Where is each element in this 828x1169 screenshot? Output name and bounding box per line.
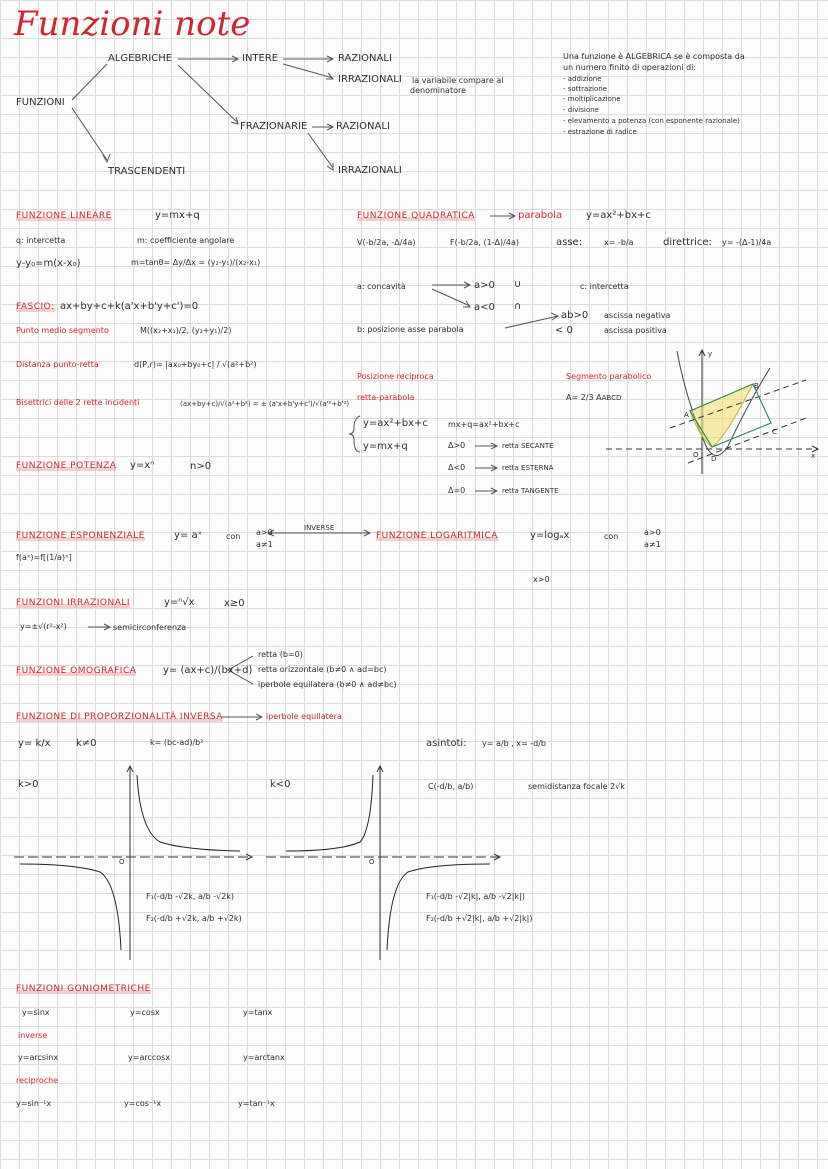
omografica-heading: FUNZIONE OMOGRAFICA xyxy=(16,666,137,676)
algebrica-op: - addizione xyxy=(563,75,602,83)
proporzionalita-heading: FUNZIONE DI PROPORZIONALITÀ INVERSA xyxy=(16,712,223,722)
segmento-label-d: D xyxy=(711,455,717,463)
potenza-eq: y=xⁿ xyxy=(130,460,155,471)
tree-frazionarie: FRAZIONARIE xyxy=(240,121,308,132)
omografica-eq: y= (ax+c)/(bx+d) xyxy=(163,665,253,676)
delta-zero: Δ=0 xyxy=(448,486,466,495)
delta-neg: Δ<0 xyxy=(448,463,466,472)
proporzionalita-result: iperbole equilatera xyxy=(266,712,342,721)
algebrica-op: - sottrazione xyxy=(563,85,607,93)
delta-pos-text: retta SECANTE xyxy=(502,442,554,450)
fascio-eq: ax+by+c+k(a'x+b'y+c')=0 xyxy=(60,301,199,312)
segmento-formula: A= 2/3 AABCD xyxy=(566,393,622,402)
inverse-label: INVERSE xyxy=(304,524,335,532)
segmento-label-b: B xyxy=(754,382,759,390)
gonio-reciproche: y=sin⁻¹x xyxy=(16,1099,52,1108)
quadratica-heading: FUNZIONE QUADRATICA xyxy=(357,211,475,221)
proporzionalita-eq: y= k/x xyxy=(18,738,51,749)
esponenziale-eq: y= aˣ xyxy=(174,530,203,541)
page-title: Funzioni note xyxy=(14,4,251,44)
potenza-heading: FUNZIONE POTENZA xyxy=(16,461,117,471)
tree-razionali-2: RAZIONALI xyxy=(336,121,390,132)
system-eq-1: y=ax²+bx+c xyxy=(363,418,428,429)
gonio-base: y=tanx xyxy=(243,1008,273,1017)
posizione-sub: retta-parabola xyxy=(357,393,415,402)
segmento-label-a: A xyxy=(684,411,689,419)
quadratica-vertex: V(-b/2a, -Δ/4a) xyxy=(357,238,416,247)
centro-eq: C(-d/b, a/b) xyxy=(428,782,474,791)
asintoti-label: asintoti: xyxy=(426,738,467,749)
quadratica-parabola: parabola xyxy=(518,210,563,221)
gonio-inverse: y=arccosx xyxy=(128,1053,171,1062)
quadratica-asse-eq: x= -b/a xyxy=(604,238,634,247)
quadratica-focus: F(-b/2a, (1-Δ)/4a) xyxy=(450,238,519,247)
algebrica-op: - divisione xyxy=(563,106,599,114)
distanza-label: Distanza punto-retta xyxy=(16,360,99,369)
segmento-label-x: x xyxy=(811,452,816,460)
delta-pos: Δ>0 xyxy=(448,441,466,450)
punto-medio-label: Punto medio segmento xyxy=(16,326,109,335)
gonio-base: y=cosx xyxy=(130,1008,160,1017)
system-eq-2: y=mx+q xyxy=(363,441,408,452)
quadratica-direttrice-eq: y= -(Δ-1)/4a xyxy=(722,238,772,247)
semicirconferenza-text: semicirconferenza xyxy=(113,623,187,632)
irrazionali-cond: x≥0 xyxy=(224,598,245,609)
omografica-case2: retta orizzontale (b≠0 ∧ ad=bc) xyxy=(258,665,387,674)
quadratica-direttrice-label: direttrice: xyxy=(663,237,712,248)
cap-symbol: ∩ xyxy=(514,301,522,312)
tree-algebriche: ALGEBRICHE xyxy=(108,53,173,64)
focus-1-pos: F₁(-d/b -√2k, a/b -√2k) xyxy=(146,892,235,901)
logaritmica-heading: FUNZIONE LOGARITMICA xyxy=(376,531,498,541)
fascio-label: FASCIO: xyxy=(16,302,55,312)
origin-label-neg: O xyxy=(369,858,375,866)
irrazionali-heading: FUNZIONI IRRAZIONALI xyxy=(16,598,131,608)
algebrica-def-line1: Una funzione è ALGEBRICA se è composta da xyxy=(563,52,745,61)
proporzionalita-k-formula: k= (bc-ad)/b² xyxy=(150,738,204,747)
cup-symbol: ∪ xyxy=(514,279,522,290)
irrazionali-eq: y=ⁿ√x xyxy=(164,597,195,608)
origin-label-pos: O xyxy=(119,858,125,866)
asintoti-eq: y= a/b , x= -d/b xyxy=(482,739,547,748)
esponenziale-heading: FUNZIONE ESPONENZIALE xyxy=(16,531,145,541)
ab-pos: ab>0 xyxy=(561,310,589,321)
lineare-point-slope: y-y₀=m(x-x₀) xyxy=(16,258,81,269)
segmento-label-y: y xyxy=(708,350,713,358)
logaritmica-domain: x>0 xyxy=(533,575,550,584)
b-label: b: posizione asse parabola xyxy=(357,325,464,334)
semidistanza-text: semidistanza focale 2√k xyxy=(528,782,625,791)
lineare-m-label: m: coefficiente angolare xyxy=(137,236,235,245)
bisettrici-label: Bisettrici delle 2 rette incidenti xyxy=(16,398,140,407)
logaritmica-con: con xyxy=(604,532,619,541)
segmento-label-c: C xyxy=(772,428,777,436)
ab-neg-text: ascissa positiva xyxy=(604,326,667,335)
quadratica-asse-label: asse: xyxy=(556,237,583,248)
esponenziale-con: con xyxy=(226,532,241,541)
logaritmica-eq: y=logₐx xyxy=(530,530,570,541)
algebrica-op: - moltiplicazione xyxy=(563,95,621,103)
goniometriche-heading: FUNZIONI GONIOMETRICHE xyxy=(16,984,151,994)
a-neg: a<0 xyxy=(474,302,495,313)
esponenziale-note: f(aˣ)=f[(1/a)ˣ] xyxy=(16,553,72,562)
tree-razionali-1: RAZIONALI xyxy=(338,53,392,64)
ab-neg: < 0 xyxy=(555,325,573,336)
logaritmica-cond1: a>0 xyxy=(644,528,661,537)
tree-irrazionali-1: IRRAZIONALI xyxy=(338,74,402,85)
tree-intere: INTERE xyxy=(242,53,279,64)
omografica-case3: iperbole equilatera (b≠0 ∧ ad≠bc) xyxy=(258,680,397,689)
lineare-heading: FUNZIONE LINEARE xyxy=(16,211,112,221)
lineare-q-label: q: intercetta xyxy=(16,236,66,245)
gonio-reciproche-label: reciproche xyxy=(16,1076,59,1085)
tree-irrazionali-2: IRRAZIONALI xyxy=(338,165,402,176)
delta-neg-text: retta ESTERNA xyxy=(502,464,554,472)
tree-trascendenti: TRASCENDENTI xyxy=(108,166,186,177)
concavita-label: a: concavità xyxy=(357,282,406,291)
lineare-eq: y=mx+q xyxy=(155,210,200,221)
focus-2-neg: F₂(-d/b +√2|k|, a/b +√2|k|) xyxy=(426,914,533,923)
posizione-combo: mx+q=ax²+bx+c xyxy=(448,420,520,429)
proporzionalita-cond: k≠0 xyxy=(76,738,97,749)
quadratica-eq: y=ax²+bx+c xyxy=(586,210,651,221)
focus-2-pos: F₂(-d/b +√2k, a/b +√2k) xyxy=(146,914,242,923)
lineare-m-formula: m=tanθ= Δy/Δx = (y₂-y₁)/(x₂-x₁) xyxy=(131,258,261,267)
tree-root: FUNZIONI xyxy=(16,97,65,108)
delta-zero-text: retta TANGENTE xyxy=(502,487,559,495)
k-neg-label: k<0 xyxy=(270,779,291,790)
gonio-base: y=sinx xyxy=(22,1008,50,1017)
punto-medio-eq: M((x₂+x₁)/2, (y₂+y₁)/2) xyxy=(140,326,232,335)
k-pos-label: k>0 xyxy=(18,779,39,790)
tree-note-1: la variabile compare al xyxy=(412,76,504,85)
gonio-inverse: y=arcsinx xyxy=(18,1053,59,1062)
esponenziale-cond1: a>0 xyxy=(256,528,273,537)
gonio-inverse: y=arctanx xyxy=(243,1053,285,1062)
algebrica-op: - elevamento a potenza (con esponente razionale) xyxy=(563,117,740,125)
logaritmica-cond2: a≠1 xyxy=(644,540,661,549)
potenza-cond: n>0 xyxy=(190,461,212,472)
ab-pos-text: ascissa negativa xyxy=(604,311,671,320)
gonio-reciproche: y=cos⁻¹x xyxy=(124,1099,162,1108)
segmento-label-o: O xyxy=(693,451,699,459)
gonio-inverse-label: inverse xyxy=(18,1031,48,1040)
tree-note-2: denominatore xyxy=(410,86,467,95)
omografica-case1: retta (b=0) xyxy=(258,650,303,659)
bisettrici-eq: (ax+by+c)/√(a²+b²) = ± (a'x+b'y+c')/√(a'²+b'²) xyxy=(180,400,350,408)
posizione-heading: Posizione reciproca xyxy=(357,372,434,381)
focus-1-neg: F₁(-d/b -√2|k|, a/b -√2|k|) xyxy=(426,892,525,901)
a-pos: a>0 xyxy=(474,280,495,291)
c-label: c: intercetta xyxy=(580,282,629,291)
segmento-heading: Segmento parabolico xyxy=(566,372,652,381)
algebrica-op: - estrazione di radice xyxy=(563,128,637,136)
gonio-reciproche: y=tan⁻¹x xyxy=(238,1099,275,1108)
algebrica-def-line2: un numero finito di operazioni di: xyxy=(563,63,697,72)
semicirconferenza-eq: y=±√(r²-x²) xyxy=(20,622,67,631)
distanza-eq: d(P,r)= |ax₀+by₀+c| / √(a²+b²) xyxy=(134,360,257,369)
esponenziale-cond2: a≠1 xyxy=(256,540,273,549)
